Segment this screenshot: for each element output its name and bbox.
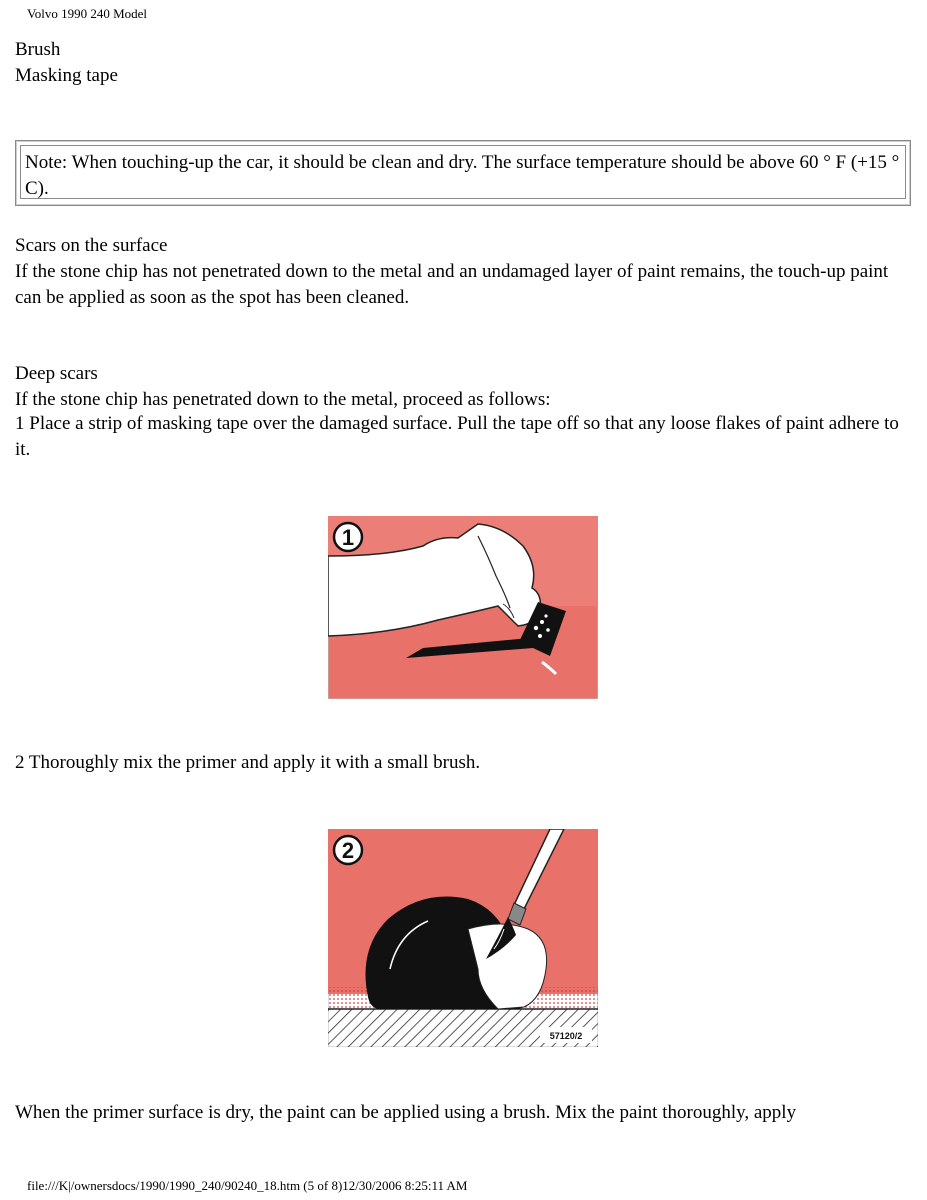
- step-2-text: 2 Thoroughly mix the primer and apply it with a small brush.: [15, 752, 481, 773]
- tool-item-brush: Brush: [15, 39, 61, 60]
- page-footer-path: file:///K|/ownersdocs/1990/1990_240/90240_18.htm (5 of 8)12/30/2006 8:25:11 AM: [27, 1178, 468, 1193]
- section-heading-surface-scars: Scars on the surface: [15, 235, 168, 256]
- step-1-text: 1 Place a strip of masking tape over the damaged surface. Pull the tape off so that any loose flakes of paint adhere to it.: [15, 413, 899, 460]
- section-heading-deep-scars: Deep scars: [15, 363, 98, 384]
- figure-2-primer-brush: [328, 829, 598, 1047]
- figure-1-masking-tape: [328, 516, 598, 699]
- figure-2-number: 2: [341, 838, 355, 863]
- deep-scars-intro: If the stone chip has penetrated down to the metal, proceed as follows:: [15, 389, 551, 410]
- note-text: Note: When touching-up the car, it should be clean and dry. The surface temperature should be above 60 ° F (+15 ° C).: [20, 145, 906, 199]
- figure-2-illustration: [328, 829, 598, 1047]
- figure-1-number: 1: [341, 525, 355, 550]
- section-body-surface-scars: If the stone chip has not penetrated down to the metal and an undamaged layer of paint remains, the touch-up paint can be applied as soon as the spot has been cleaned.: [15, 261, 889, 308]
- tool-item-masking-tape: Masking tape: [15, 65, 118, 86]
- figure-1-illustration: [328, 516, 598, 699]
- page-header-title: Volvo 1990 240 Model: [27, 6, 148, 21]
- note-box: [15, 140, 911, 206]
- final-paragraph-text: When the primer surface is dry, the paint can be applied using a brush. Mix the paint thoroughly, apply: [15, 1102, 797, 1123]
- figure-2-code: 57120/2: [549, 1031, 583, 1041]
